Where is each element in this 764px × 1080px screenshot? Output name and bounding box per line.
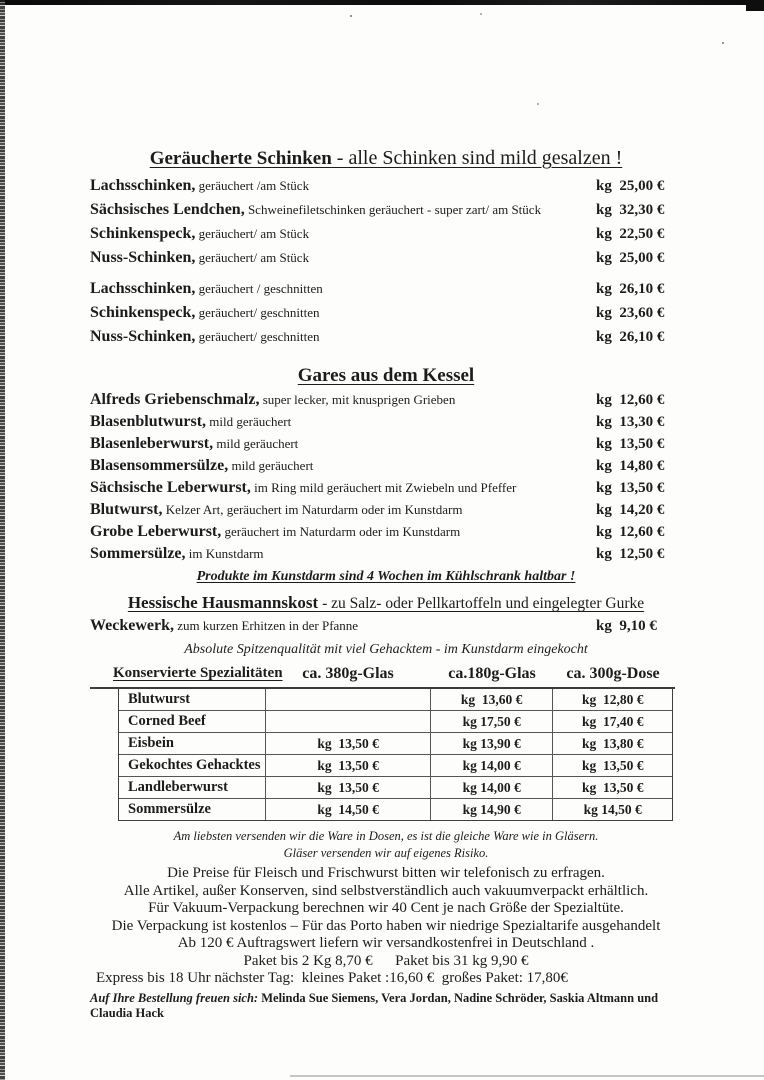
item-desc: geräuchert/ geschnitten <box>195 305 320 320</box>
table-row <box>119 776 672 798</box>
menu-item <box>90 280 682 304</box>
kessel-shelf-life-note: Produkte im Kunstdarm sind 4 Wochen im Kühlschrank haltbar ! <box>196 569 576 584</box>
table-row <box>119 754 672 776</box>
item-desc: super lecker, mit knusprigen Grieben <box>259 392 456 407</box>
row-name: Gekochtes Gehacktes <box>128 757 261 773</box>
footer-lead: Auf Ihre Bestellung freuen sich: <box>90 990 259 1005</box>
express-prices-line: Express bis 18 Uhr nächster Tag: kleines Paket :16,60 € großes Paket: 17,80€ <box>96 970 568 986</box>
price-380g: kg 14,50 € <box>265 799 429 820</box>
price-380g: kg 13,50 € <box>265 733 429 754</box>
item-name: Blasenblutwurst, <box>90 413 207 430</box>
scan-speck <box>722 42 724 44</box>
item-name: Lachsschinken, <box>90 177 196 194</box>
info-line: Alle Artikel, außer Konserven, sind selbstverständlich auch vakuumverpackt erhältlich. <box>123 882 649 899</box>
table-row <box>119 710 672 732</box>
menu-item <box>90 523 682 545</box>
menu-item <box>90 328 682 352</box>
item-desc: im Kunstdarm <box>185 546 264 561</box>
menu-item <box>90 617 682 641</box>
item-desc: im Ring mild geräuchert mit Zwiebeln und Pfeffer <box>250 480 517 495</box>
item-price: kg 12,50 € <box>596 546 665 562</box>
item-desc: Kelzer Art, geräuchert im Naturdarm oder im Kunstdarm <box>162 502 463 517</box>
item-name: Blasensommersülze, <box>90 457 229 474</box>
price-300g: kg 14,50 € <box>552 799 672 820</box>
price-180g: kg 14,00 € <box>430 777 553 798</box>
item-price: kg 26,10 € <box>596 281 665 297</box>
item-name: Sächsisches Lendchen, <box>90 201 245 218</box>
section-title-bold: Hessische Hausmannskost <box>127 593 319 612</box>
item-price: kg 12,60 € <box>596 524 665 540</box>
smoked-ham-sliced-list <box>90 280 682 352</box>
menu-item <box>90 501 682 523</box>
price-180g: kg 14,90 € <box>430 799 553 820</box>
item-price: kg 13,50 € <box>596 480 665 496</box>
table-row <box>119 732 672 754</box>
info-line: Die Preise für Fleisch und Frischwurst bitten wir telefonisch zu erfragen. <box>167 865 605 881</box>
item-name: Blutwurst, <box>90 501 163 518</box>
column-header-380g-glas: ca. 380g-Glas <box>302 665 394 682</box>
item-desc: geräuchert im Naturdarm oder im Kunstdarm <box>221 524 461 539</box>
item-name: Sächsische Leberwurst, <box>90 479 251 496</box>
info-line: Die Verpackung ist kostenlos – Für das Porto haben wir niedrige Spezialtarife ausgehandelt <box>111 917 661 934</box>
item-desc: mild geräuchert <box>213 436 299 451</box>
conserved-table <box>118 689 673 821</box>
price-300g: kg 12,80 € <box>552 689 672 710</box>
item-desc: geräuchert /am Stück <box>195 178 310 193</box>
info-line: Für Vakuum-Verpackung berechnen wir 40 Cent je nach Größe der Spezialtüte. <box>148 900 624 916</box>
menu-item <box>90 177 682 201</box>
price-380g <box>265 711 429 732</box>
price-180g: kg 13,60 € <box>430 689 553 710</box>
item-price: kg 13,50 € <box>596 436 665 452</box>
menu-item <box>90 249 682 273</box>
row-name: Sommersülze <box>128 801 211 817</box>
menu-item <box>90 304 682 328</box>
price-300g: kg 13,50 € <box>552 777 672 798</box>
item-name: Grobe Leberwurst, <box>90 523 222 540</box>
section-title-rest: - alle Schinken sind mild gesalzen ! <box>331 147 623 169</box>
footer-names: Melinda Sue Siemens, Vera Jordan, Nadine Schröder, Saskia Altmann und Claudia Hack <box>90 990 659 1020</box>
hausmannskost-quality-note: Absolute Spitzenqualität mit viel Gehacktem - im Kunstdarm eingekocht <box>184 642 588 657</box>
price-300g: kg 17,40 € <box>552 711 672 732</box>
menu-item <box>90 545 682 567</box>
shipping-info <box>90 865 682 988</box>
section-title-kessel: Gares aus dem Kessel <box>297 365 475 386</box>
menu-item <box>90 479 682 501</box>
column-header-300g-dose: ca. 300g-Dose <box>566 665 660 682</box>
menu-item <box>90 391 682 413</box>
item-desc: geräuchert/ am Stück <box>195 226 310 241</box>
price-300g: kg 13,80 € <box>552 733 672 754</box>
note-line: Am liebsten versenden wir die Ware in Dosen, es ist die gleiche Ware wie in Gläsern. <box>173 829 599 843</box>
item-price: kg 32,30 € <box>596 202 665 218</box>
item-desc: geräuchert/ am Stück <box>195 250 310 265</box>
item-name: Lachsschinken, <box>90 280 196 297</box>
item-desc: mild geräuchert <box>206 414 292 429</box>
section-title-smoked-ham <box>90 147 682 171</box>
menu-item <box>90 457 682 479</box>
item-name: Blasenleberwurst, <box>90 435 214 452</box>
team-footer <box>90 991 682 1022</box>
price-300g: kg 13,50 € <box>552 755 672 776</box>
item-desc: Schweinefiletschinken geräuchert - super zart/ am Stück <box>244 202 542 217</box>
item-price: kg 14,20 € <box>596 502 665 518</box>
scan-edge-left <box>0 0 5 1080</box>
price-list-page <box>90 0 682 1022</box>
item-price: kg 14,80 € <box>596 458 665 474</box>
item-price: kg 9,10 € <box>596 618 657 634</box>
item-name: Weckewerk, <box>90 617 174 634</box>
kessel-list <box>90 391 682 567</box>
info-line: Ab 120 € Auftragswert liefern wir versandkostenfrei in Deutschland . <box>177 935 595 951</box>
item-name: Alfreds Griebenschmalz, <box>90 391 260 408</box>
item-desc: zum kurzen Erhitzen in der Pfanne <box>173 618 359 633</box>
item-price: kg 23,60 € <box>596 305 665 321</box>
item-name: Nuss-Schinken, <box>90 249 196 266</box>
note-line: Gläser versenden wir auf eigenes Risiko. <box>283 846 489 860</box>
section-title-rest: - zu Salz- oder Pellkartoffeln und eingelegter Gurke <box>318 595 645 612</box>
item-name: Schinkenspeck, <box>90 304 196 321</box>
item-desc: geräuchert/ geschnitten <box>195 329 320 344</box>
smoked-ham-whole-list <box>90 177 682 273</box>
parcel-prices-line: Paket bis 2 Kg 8,70 € Paket bis 31 kg 9,90 € <box>243 952 529 969</box>
price-180g: kg 13,90 € <box>430 733 553 754</box>
menu-item <box>90 435 682 457</box>
price-180g: kg 14,00 € <box>430 755 553 776</box>
menu-item <box>90 413 682 435</box>
table-row <box>119 689 672 710</box>
item-name: Sommersülze, <box>90 545 186 562</box>
item-price: kg 25,00 € <box>596 178 665 194</box>
price-380g: kg 13,50 € <box>265 755 429 776</box>
scan-corner-mark <box>746 0 764 11</box>
scan-edge-bottom <box>290 1075 764 1077</box>
price-380g: kg 13,50 € <box>265 777 429 798</box>
item-price: kg 13,30 € <box>596 414 665 430</box>
item-price: kg 12,60 € <box>596 392 665 408</box>
price-380g <box>265 689 429 710</box>
item-price: kg 25,00 € <box>596 250 665 266</box>
conserved-table-label: Konservierte Spezialitäten <box>113 665 283 681</box>
shipping-italic-notes <box>90 828 682 862</box>
column-header-180g-glas: ca.180g-Glas <box>448 665 536 682</box>
menu-item <box>90 201 682 225</box>
item-price: kg 22,50 € <box>596 226 665 242</box>
conserved-table-header <box>90 665 682 687</box>
section-title-bold: Geräucherte Schinken <box>149 148 332 169</box>
item-name: Schinkenspeck, <box>90 225 196 242</box>
item-desc: geräuchert / geschnitten <box>195 281 323 296</box>
item-desc: mild geräuchert <box>228 458 314 473</box>
item-price: kg 26,10 € <box>596 329 665 345</box>
menu-item <box>90 225 682 249</box>
row-name: Blutwurst <box>128 691 191 707</box>
row-name: Eisbein <box>128 735 174 751</box>
row-name: Corned Beef <box>128 713 206 729</box>
item-name: Nuss-Schinken, <box>90 328 196 345</box>
section-title-hausmannskost <box>90 592 682 615</box>
price-180g: kg 17,50 € <box>430 711 553 732</box>
table-row <box>119 798 672 820</box>
row-name: Landleberwurst <box>128 779 228 795</box>
